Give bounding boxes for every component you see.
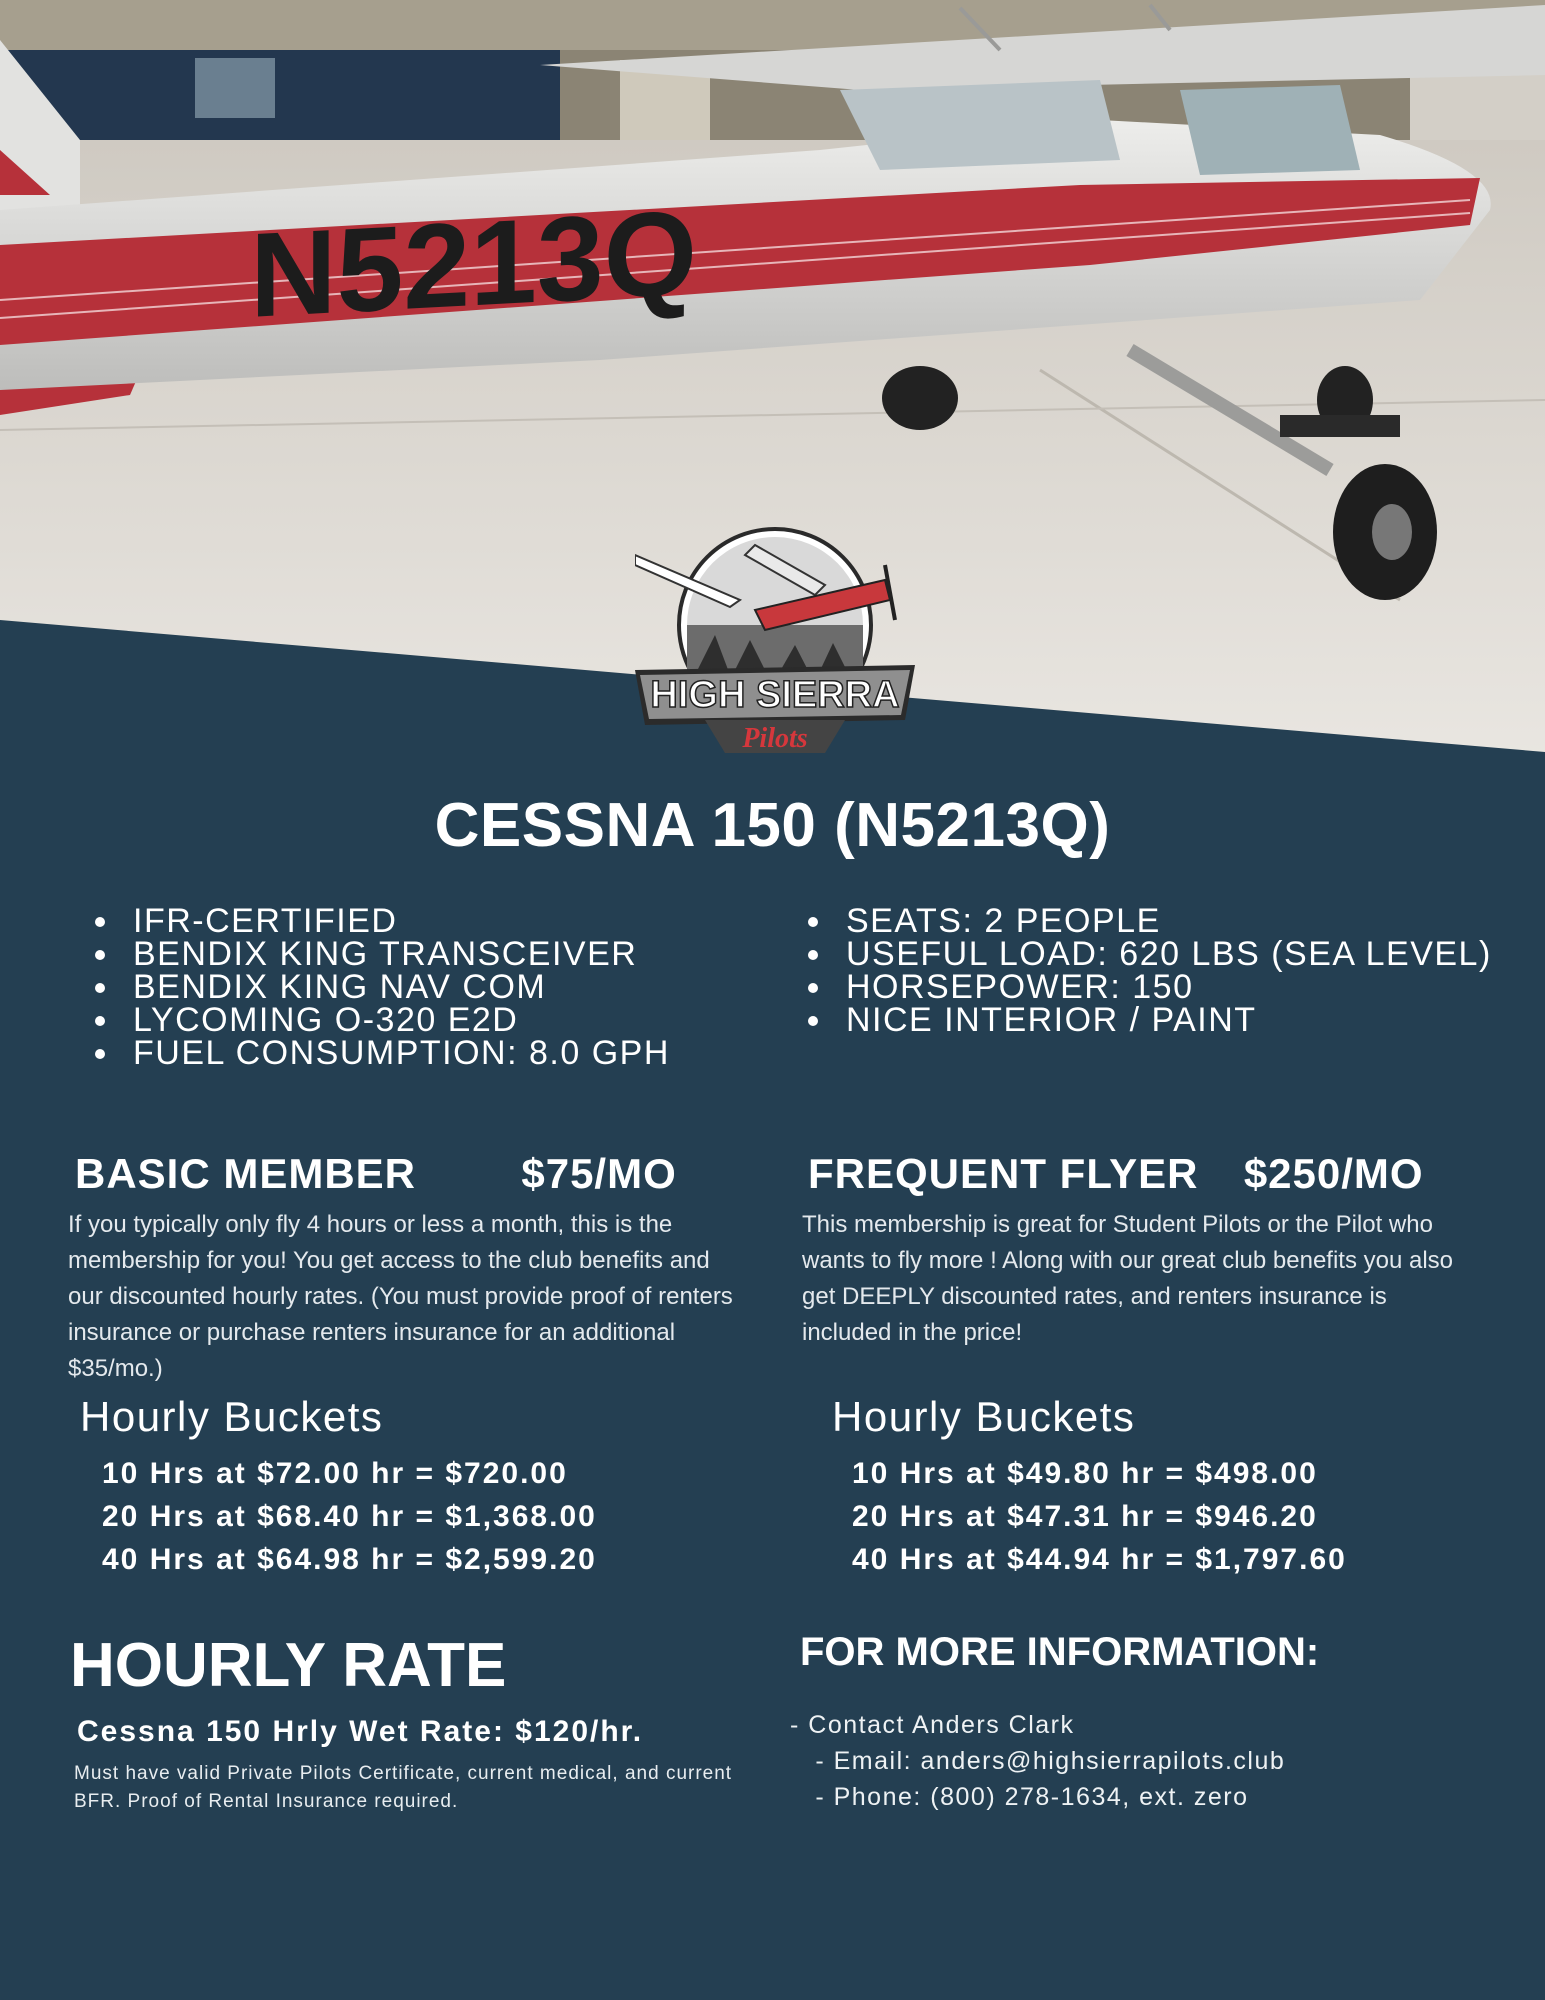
basic-member-description: If you typically only fly 4 hours or less a month, this is the membership for you! You get access to the club benefits and our discounted hourly rates. (You must provide proof of renters insurance or purchase renters insurance for an additional $35/mo.)	[68, 1211, 733, 1382]
bucket-line: 20 Hrs at $47.31 hr = $946.20	[852, 1500, 1318, 1533]
logo-brand-top: HIGH SIERRA	[650, 674, 900, 716]
frequent-flyer-name: FREQUENT FLYER	[808, 1150, 1199, 1197]
bucket-line: 10 Hrs at $49.80 hr = $498.00	[852, 1457, 1318, 1490]
spec-item: LYCOMING O-320 E2D	[95, 1004, 670, 1037]
more-info-title: FOR MORE INFORMATION:	[800, 1630, 1320, 1674]
high-sierra-pilots-logo	[635, 525, 915, 755]
specs-list-left	[95, 902, 670, 1072]
basic-member-price: $75/MO	[521, 1150, 677, 1197]
spec-item: NICE INTERIOR / PAINT	[808, 1004, 1492, 1037]
specs-list-right	[808, 902, 1492, 1039]
frequent-buckets-list	[852, 1452, 1347, 1581]
spec-item: HORSEPOWER: 150	[808, 971, 1492, 1004]
contact-block	[790, 1707, 1285, 1815]
logo-brand-bottom: Pilots	[742, 723, 808, 754]
frequent-flyer-price: $250/MO	[1243, 1150, 1424, 1197]
spec-item: BENDIX KING TRANSCEIVER	[95, 938, 670, 971]
bucket-line: 10 Hrs at $72.00 hr = $720.00	[102, 1457, 568, 1490]
frequent-flyer-description: This membership is great for Student Pilots or the Pilot who wants to fly more ! Along with our great club benefits you also get DEEPLY discounted rates, and renters insurance is included in the price!	[802, 1211, 1454, 1346]
bucket-line: 40 Hrs at $64.98 hr = $2,599.20	[102, 1543, 597, 1576]
spec-item: FUEL CONSUMPTION: 8.0 GPH	[95, 1037, 670, 1070]
frequent-flyer-heading	[808, 1150, 1424, 1198]
spec-item: USEFUL LOAD: 620 LBS (SEA LEVEL)	[808, 938, 1492, 971]
basic-buckets-title: Hourly Buckets	[80, 1393, 384, 1440]
tail-number: N5213Q	[250, 185, 697, 343]
bucket-line: 40 Hrs at $44.94 hr = $1,797.60	[852, 1543, 1347, 1576]
page-title: CESSNA 150 (N5213Q)	[434, 791, 1111, 860]
spec-item: BENDIX KING NAV COM	[95, 971, 670, 1004]
basic-member-name: BASIC MEMBER	[75, 1150, 417, 1197]
frequent-buckets-title: Hourly Buckets	[832, 1393, 1136, 1440]
basic-member-heading	[75, 1150, 677, 1198]
contact-email[interactable]: - Email: anders@highsierrapilots.club	[790, 1747, 1286, 1775]
bucket-line: 20 Hrs at $68.40 hr = $1,368.00	[102, 1500, 597, 1533]
spec-item: SEATS: 2 PEOPLE	[808, 905, 1492, 938]
hourly-rate-title: HOURLY RATE	[70, 1631, 507, 1700]
hourly-rate-note: Must have valid Private Pilots Certificate, current medical, and current BFR. Proof of Rental Insurance required.	[74, 1763, 733, 1812]
contact-phone[interactable]: - Phone: (800) 278-1634, ext. zero	[790, 1783, 1249, 1811]
spec-item: IFR-CERTIFIED	[95, 905, 670, 938]
contact-name: - Contact Anders Clark	[790, 1711, 1075, 1739]
hourly-rate-value: Cessna 150 Hrly Wet Rate: $120/hr.	[77, 1715, 644, 1748]
basic-buckets-list	[102, 1452, 597, 1581]
